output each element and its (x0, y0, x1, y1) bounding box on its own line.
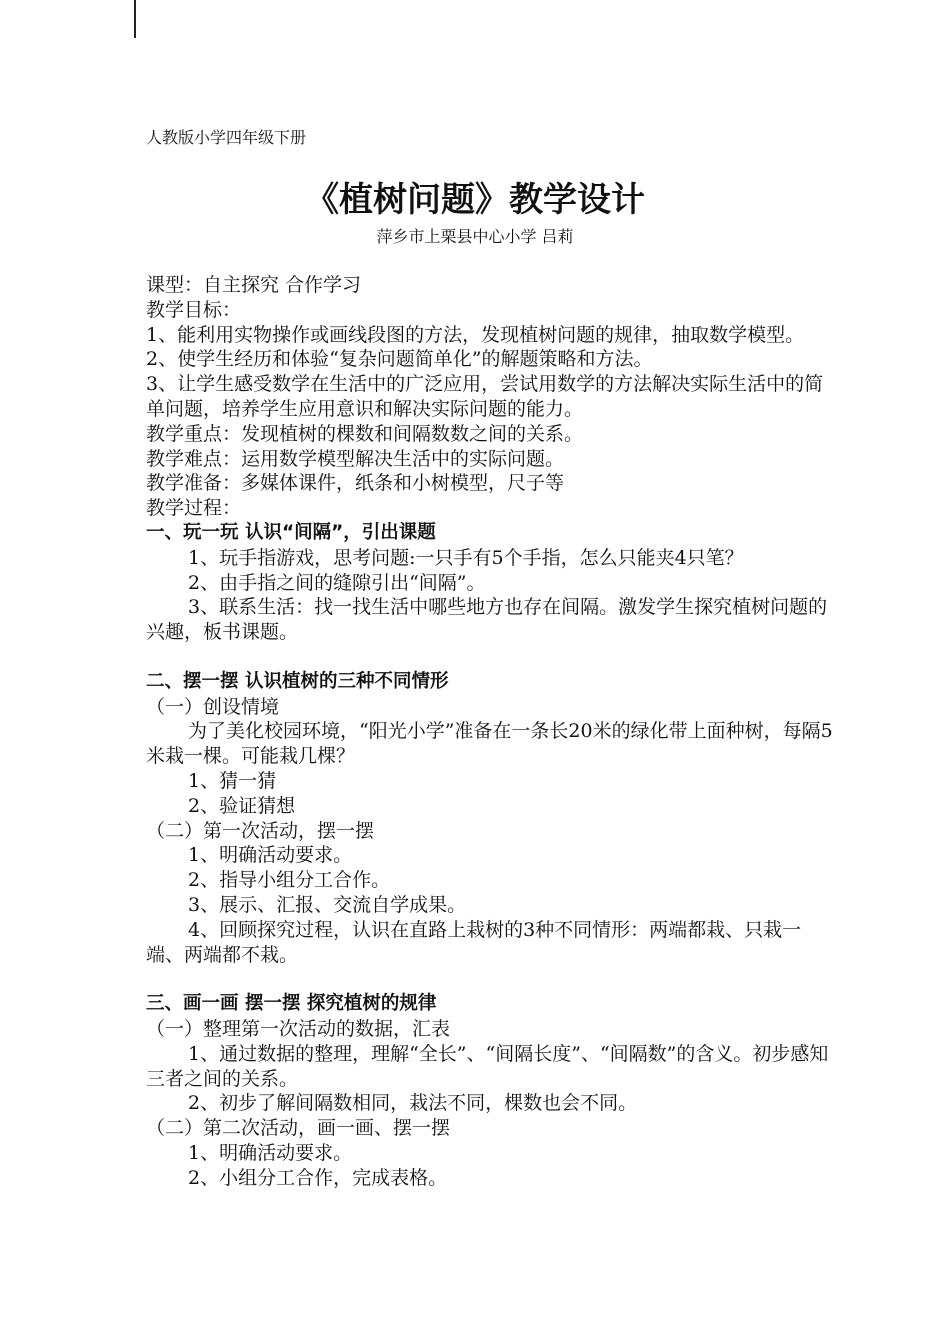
section-3-activity-1: 1、明确活动要求。 (188, 1141, 353, 1164)
page-margin-marker (134, 0, 136, 38)
section-3-item-2: 2、初步了解间隔数相同，栽法不同，棵数也会不同。 (188, 1092, 638, 1115)
section-2-activity-1: 1、明确活动要求。 (188, 844, 353, 867)
document-title: 《植树问题》教学设计 (305, 180, 645, 220)
goals-heading: 教学目标： (146, 298, 242, 321)
process-heading: 教学过程： (146, 497, 242, 520)
section-3-sub-2: （二）第二次活动，画一画、摆一摆 (146, 1117, 451, 1140)
goal-3: 3、让学生感受数学在生活中的广泛应用，尝试用数学的方法解决实际生活中的简单问题，培养学生应用意识和解决实际问题的能力。 (146, 373, 824, 420)
key-point: 教学重点：发现植树的棵数和间隔数数之间的关系。 (146, 422, 584, 445)
section-2-activity-4: 4、回顾探究过程，认识在直路上栽树的3种不同情形：两端都栽、只栽一端、两端都不栽。 (146, 918, 802, 966)
textbook-note: 人教版小学四年级下册 (146, 128, 307, 147)
preparation: 教学准备：多媒体课件，纸条和小树模型，尺子等 (146, 472, 565, 495)
section-1-heading: 一、玩一玩 认识“间隔”，引出课题 (146, 521, 436, 543)
goal-2: 2、使学生经历和体验“复杂问题简单化”的解题策略和方法。 (146, 348, 653, 371)
section-2-step-1: 1、猜一猜 (188, 769, 277, 792)
section-1-item-1: 1、玩手指游戏，思考问题:一只手有5个手指，怎么只能夹4只笔？ (188, 546, 744, 569)
blank-line (146, 645, 836, 670)
section-3-sub-1: （一）整理第一次活动的数据，汇表 (146, 1017, 451, 1040)
author-line: 萍乡市上栗县中心小学 吕莉 (376, 227, 574, 246)
section-3-item-1: 1、通过数据的整理，理解“全长”、“间隔长度”、“间隔数”的含义。初步感知三者之间的关系。 (146, 1042, 829, 1090)
section-3-activity-2: 2、小组分工合作，完成表格。 (188, 1166, 448, 1189)
section-2-scenario: 为了美化校园环境，“阳光小学”准备在一条长20米的绿化带上面种树，每隔5米栽一棵。可能栽几棵？ (146, 720, 833, 768)
section-1-item-3: 3、联系生活：找一找生活中哪些地方也存在间隔。激发学生探究植树问题的兴趣，板书课题。 (146, 596, 828, 644)
goal-1: 1、能利用实物操作或画线段图的方法，发现植树问题的规律，抽取数学模型。 (146, 323, 805, 346)
section-2-activity-2: 2、指导小组分工合作。 (188, 869, 391, 892)
section-2-sub-1: （一）创设情境 (146, 695, 280, 718)
section-2-heading: 二、摆一摆 认识植树的三种不同情形 (146, 670, 449, 692)
section-2-sub-2: （二）第一次活动，摆一摆 (146, 819, 375, 842)
difficult-point: 教学难点：运用数学模型解决生活中的实际问题。 (146, 447, 565, 470)
section-1-item-2: 2、由手指之间的缝隙引出“间隔”。 (188, 571, 486, 594)
section-2-step-2: 2、验证猜想 (188, 794, 296, 817)
course-type: 课型：自主探究 合作学习 (146, 274, 362, 296)
document-body (146, 273, 836, 1190)
section-2-activity-3: 3、展示、汇报、交流自学成果。 (188, 893, 467, 916)
blank-line (146, 967, 836, 992)
section-3-heading: 三、画一画 摆一摆 探究植树的规律 (146, 993, 437, 1015)
